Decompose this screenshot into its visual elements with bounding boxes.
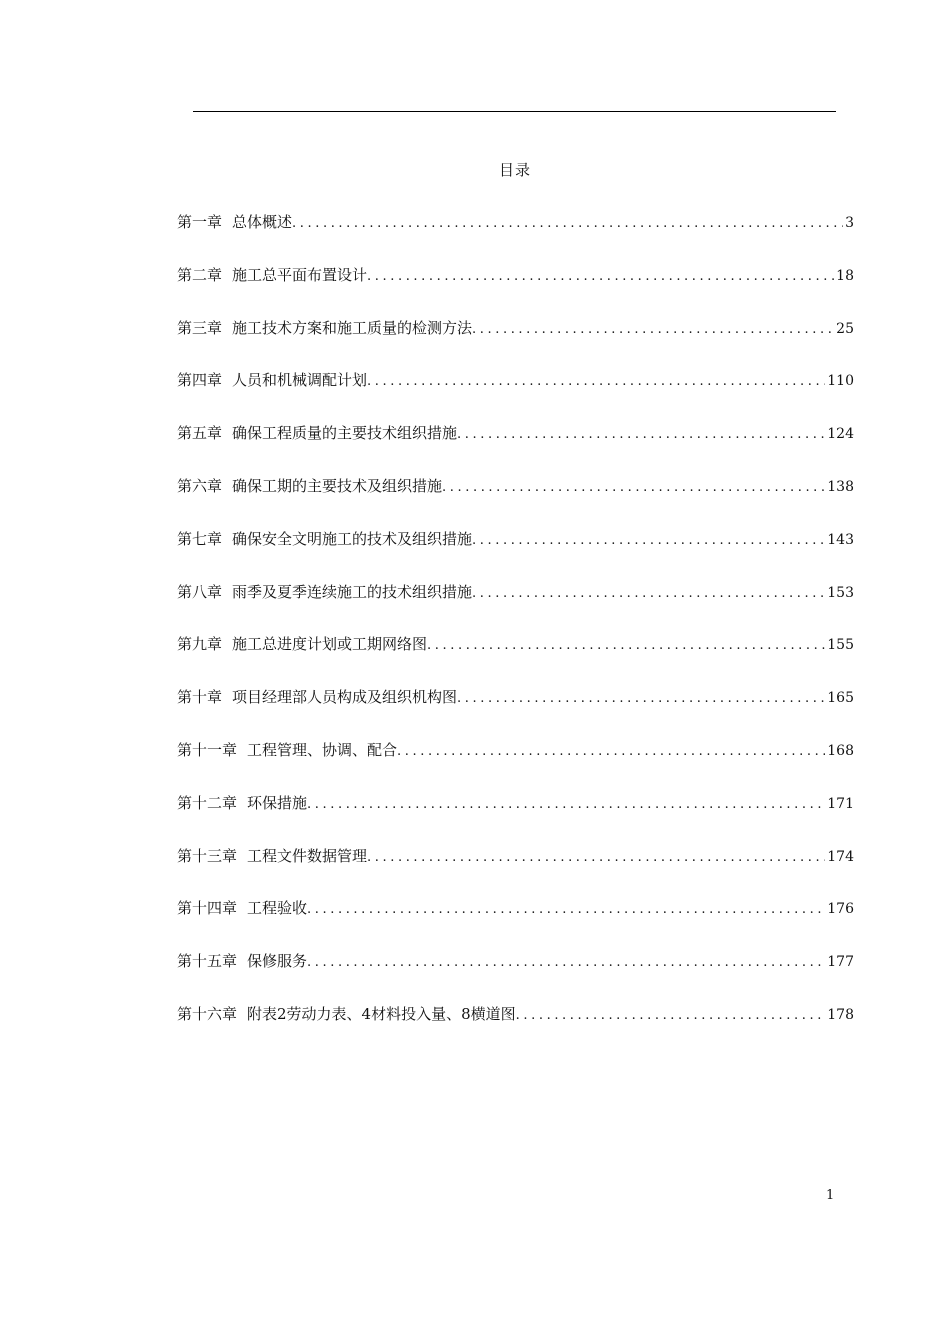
- toc-dot-leader: [367, 265, 834, 289]
- toc-chapter-label: 第十三章: [177, 846, 238, 865]
- toc-page-number: 168: [827, 742, 854, 759]
- toc-title: 目录: [498, 161, 531, 179]
- header-rule: [193, 111, 836, 112]
- toc-entry-title: 项目经理部人员构成及组织机构图: [232, 688, 458, 707]
- toc-entry-title: 附表2劳动力表、4材料投入量、8横道图: [247, 1004, 516, 1023]
- toc-entry[interactable]: [177, 421, 854, 474]
- table-of-contents: [177, 210, 854, 1055]
- toc-entry-title: 总体概述: [232, 213, 293, 231]
- toc-dot-leader: [516, 1004, 826, 1028]
- toc-entry-title: 工程文件数据管理: [247, 846, 368, 865]
- toc-entry[interactable]: [177, 632, 854, 685]
- toc-chapter-label: 第九章: [177, 635, 223, 654]
- toc-page-number: 138: [827, 478, 854, 495]
- toc-entry-title: 雨季及夏季连续施工的技术组织措施: [232, 582, 473, 601]
- toc-dot-leader: [307, 898, 825, 922]
- toc-chapter-label: 第一章: [177, 213, 223, 231]
- toc-dot-leader: [457, 687, 825, 711]
- toc-dot-leader: [307, 793, 825, 817]
- toc-entry[interactable]: [177, 316, 854, 369]
- toc-page-number: 171: [827, 795, 854, 812]
- toc-chapter-label: 第四章: [177, 371, 223, 390]
- toc-chapter-label: 第十四章: [177, 899, 238, 918]
- toc-dot-leader: [457, 423, 825, 447]
- toc-entry[interactable]: [177, 896, 854, 949]
- page-number: 1: [826, 1188, 835, 1203]
- toc-dot-leader: [292, 212, 843, 236]
- toc-page-number: 155: [827, 637, 854, 654]
- toc-dot-leader: [442, 476, 825, 500]
- toc-dot-leader: [472, 318, 834, 342]
- toc-entry-title: 确保工期的主要技术及组织措施: [232, 476, 443, 495]
- toc-entry-title: 确保安全文明施工的技术及组织措施: [232, 529, 473, 548]
- toc-chapter-label: 第三章: [177, 318, 223, 337]
- toc-entry-title: 保修服务: [247, 952, 308, 971]
- toc-entry[interactable]: [177, 527, 854, 580]
- toc-page-number: 165: [827, 690, 854, 707]
- toc-page-number: 143: [827, 531, 854, 548]
- toc-chapter-label: 第十五章: [177, 952, 238, 971]
- toc-entry-title: 确保工程质量的主要技术组织措施: [232, 424, 458, 443]
- toc-chapter-label: 第八章: [177, 582, 223, 601]
- toc-dot-leader: [397, 740, 825, 764]
- toc-entry[interactable]: [177, 580, 854, 633]
- toc-dot-leader: [367, 370, 825, 394]
- toc-page-number: 124: [827, 426, 854, 443]
- toc-entry[interactable]: [177, 791, 854, 844]
- toc-page-number: 176: [827, 901, 854, 918]
- toc-entry-title: 工程验收: [247, 899, 308, 918]
- toc-entry[interactable]: [177, 949, 854, 1002]
- toc-dot-leader: [367, 846, 825, 870]
- toc-entry-title: 施工总平面布置设计: [232, 265, 368, 284]
- toc-entry-title: 工程管理、协调、配合: [247, 740, 398, 759]
- toc-entry[interactable]: [177, 368, 854, 421]
- toc-dot-leader: [307, 951, 825, 975]
- toc-dot-leader: [472, 529, 825, 553]
- toc-page-number: 178: [827, 1006, 854, 1023]
- toc-page-number: 18: [836, 267, 854, 284]
- toc-entry-title: 人员和机械调配计划: [232, 371, 368, 390]
- toc-chapter-label: 第六章: [177, 476, 223, 495]
- toc-chapter-label: 第十二章: [177, 793, 238, 812]
- toc-entry[interactable]: [177, 474, 854, 527]
- toc-dot-leader: [472, 582, 825, 606]
- toc-entry-title: 环保措施: [247, 793, 308, 812]
- toc-page-number: 25: [836, 320, 854, 337]
- toc-entry[interactable]: [177, 738, 854, 791]
- toc-chapter-label: 第十一章: [177, 740, 238, 759]
- toc-entry-title: 施工总进度计划或工期网络图: [232, 635, 428, 654]
- toc-chapter-label: 第二章: [177, 265, 223, 284]
- toc-chapter-label: 第十章: [177, 688, 223, 707]
- toc-page-number: 153: [827, 584, 854, 601]
- toc-chapter-label: 第十六章: [177, 1004, 238, 1023]
- toc-dot-leader: [427, 634, 825, 658]
- toc-chapter-label: 第七章: [177, 529, 223, 548]
- toc-entry[interactable]: [177, 263, 854, 316]
- toc-page-number: 177: [827, 954, 854, 971]
- toc-page-number: 3: [845, 215, 854, 231]
- toc-chapter-label: 第五章: [177, 424, 223, 443]
- toc-entry[interactable]: [177, 210, 854, 263]
- toc-page-number: 110: [827, 373, 854, 390]
- toc-entry[interactable]: [177, 1002, 854, 1055]
- toc-entry-title: 施工技术方案和施工质量的检测方法: [232, 318, 473, 337]
- toc-page-number: 174: [827, 848, 854, 865]
- toc-entry[interactable]: [177, 685, 854, 738]
- toc-entry[interactable]: [177, 844, 854, 897]
